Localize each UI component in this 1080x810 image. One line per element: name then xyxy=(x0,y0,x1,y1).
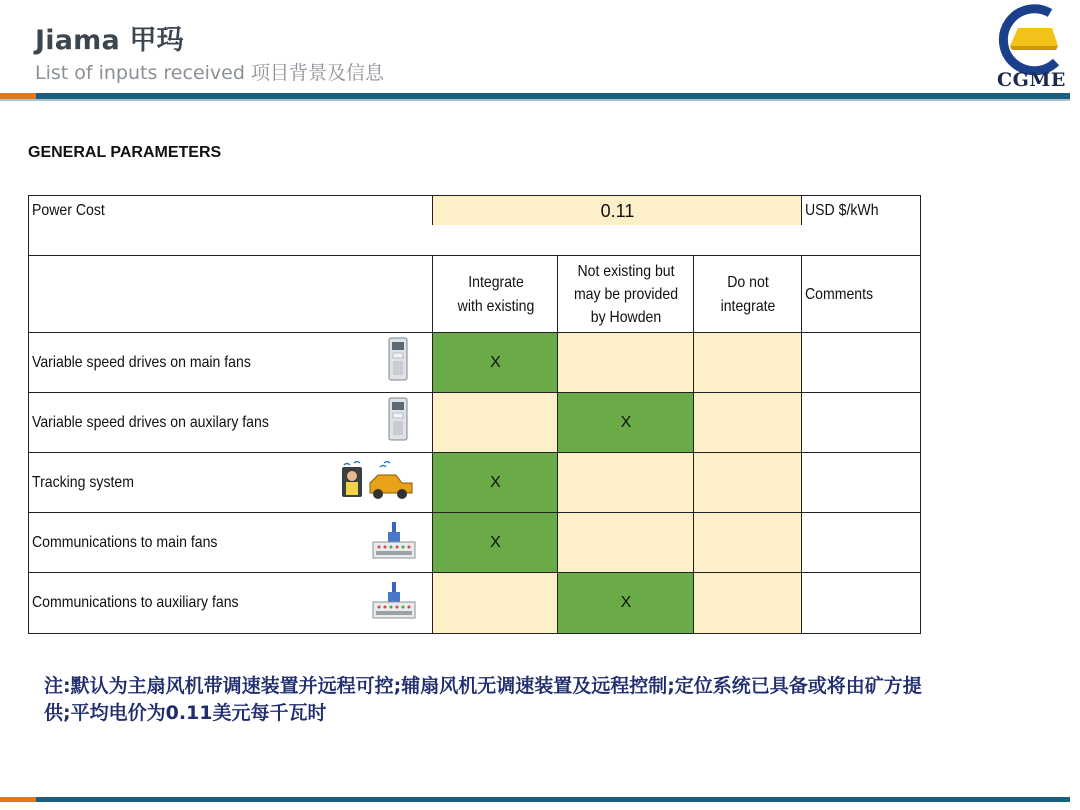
power-cost-value-cell xyxy=(432,195,803,227)
row-label: Communications to main fans xyxy=(32,534,218,551)
col-header-comments-label: Comments xyxy=(805,285,874,303)
option-mark: X xyxy=(490,354,501,372)
option-mark: X xyxy=(620,594,632,612)
option-cell xyxy=(432,452,559,514)
col-header-howden xyxy=(557,255,695,334)
row-label: Variable speed drives on main fans xyxy=(32,354,251,371)
row-label: Variable speed drives on auxilary fans xyxy=(32,414,269,431)
option-cell xyxy=(557,392,695,454)
option-cell xyxy=(432,572,559,634)
logo-text: CGME xyxy=(997,69,1066,91)
col-header-howden-label: Not existing but may be provided by Howden xyxy=(573,262,679,327)
col-header-do-not-integrate xyxy=(693,255,803,334)
vfd-drive-icon xyxy=(386,337,410,386)
comment-cell xyxy=(801,332,921,394)
power-cost-value: 0.11 xyxy=(600,200,635,221)
col-header-integrate-label: Integrate with existing xyxy=(457,274,534,315)
option-cell xyxy=(693,452,803,514)
vfd-drive-icon xyxy=(386,397,410,446)
header-rule-thin xyxy=(0,99,1070,101)
comment-cell xyxy=(801,392,921,454)
comment-cell xyxy=(801,452,921,514)
comms-switch-icon xyxy=(371,582,417,627)
comms-switch-icon xyxy=(371,522,417,567)
col-header-integrate xyxy=(432,255,559,334)
option-mark: X xyxy=(620,414,632,432)
option-cell xyxy=(557,332,695,394)
footer-rule xyxy=(36,797,1070,802)
note-text: 注:默认为主扇风机带调速装置并远程可控;辅扇风机无调速装置及远程控制;定位系统已具备或将由矿方提供;平均电价为0.11美元每千瓦时 xyxy=(44,675,922,724)
row-label: Tracking system xyxy=(32,474,134,491)
option-cell xyxy=(432,512,559,574)
option-cell xyxy=(693,392,803,454)
power-cost-unit: USD $/kWh xyxy=(805,202,879,219)
col-header-comments xyxy=(801,255,921,334)
spacer-cell xyxy=(28,225,803,257)
option-cell xyxy=(693,572,803,634)
comment-cell xyxy=(801,572,921,634)
col-header-do-not-integrate-label: Do not integrate xyxy=(720,274,776,315)
page-title: Jiama 甲玛 xyxy=(35,25,184,56)
option-cell xyxy=(557,452,695,514)
comment-cell xyxy=(801,512,921,574)
option-mark: X xyxy=(490,474,501,492)
option-cell xyxy=(432,392,559,454)
section-heading: GENERAL PARAMETERS xyxy=(28,144,222,161)
power-cost-label: Power Cost xyxy=(32,202,105,219)
row-label-cell xyxy=(28,332,434,394)
tracking-icon xyxy=(340,461,418,506)
page-subtitle: List of inputs received 项目背景及信息 xyxy=(35,62,384,84)
option-cell xyxy=(693,512,803,574)
power-cost-label-cell xyxy=(28,195,434,227)
row-label-cell xyxy=(28,392,434,454)
option-cell xyxy=(432,332,559,394)
footer-rule-accent xyxy=(0,797,36,802)
option-mark: X xyxy=(490,534,501,552)
option-cell xyxy=(557,512,695,574)
option-cell xyxy=(557,572,695,634)
row-label: Communications to auxiliary fans xyxy=(32,594,239,611)
option-cell xyxy=(693,332,803,394)
header-blank-cell xyxy=(28,255,434,334)
power-cost-unit-cell xyxy=(801,195,921,257)
